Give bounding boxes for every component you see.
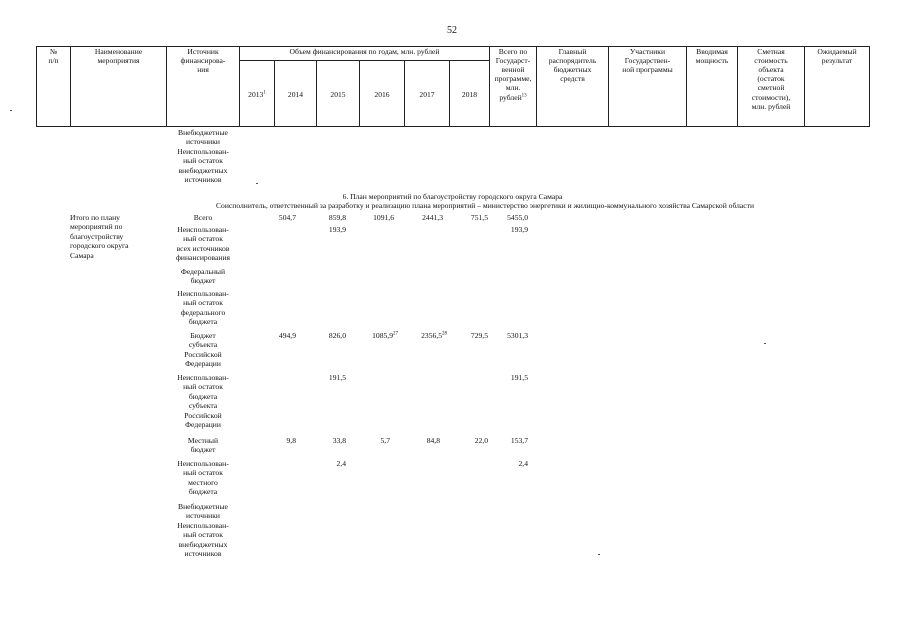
row-local-2018: 22,0	[474, 436, 488, 445]
row-total-2016: 1091,6	[373, 213, 394, 222]
row-remainder-all-2015: 193,9	[328, 225, 346, 234]
row-source-total: Всего	[193, 213, 213, 222]
header-main-manager: Главный распорядитель бюджетных средств	[536, 46, 608, 127]
row-source-offbudget: Внебюджетные источники	[178, 502, 228, 521]
row-regional-2018: 729,5	[470, 331, 488, 340]
row-remainder-all-sum: 193,9	[510, 225, 528, 234]
row-local-2014: 9,8	[286, 436, 296, 445]
row-total-2018: 751,5	[470, 213, 488, 222]
row-local-2017: 84,8	[426, 436, 440, 445]
row-local-remainder-sum: 2,4	[518, 459, 528, 468]
section-title: 6. План мероприятий по благоустройству городского округа Самара	[342, 192, 563, 201]
header-year-2015: 2015	[316, 60, 359, 127]
row-source-regional-remainder: Неиспользован- ный остаток бюджета субъекта Российской Федерации	[177, 373, 229, 430]
header-year-2014: 2014	[274, 60, 316, 127]
scan-speck	[256, 183, 258, 184]
header-year-2017: 2017	[404, 60, 449, 127]
header-num: № п/п	[36, 46, 70, 127]
row-regional-sum: 5301,3	[507, 331, 528, 340]
scan-speck	[764, 343, 766, 344]
row-total-sum: 5455,0	[507, 213, 528, 222]
header-participants: Участники Государствен- ной программы	[608, 46, 686, 127]
row-source-offbudget-remainder: Неиспользован- ный остаток внебюджетных источников	[177, 521, 229, 559]
scan-speck	[10, 110, 12, 111]
row-local-sum: 153,7	[510, 436, 528, 445]
row-source-regional: Бюджет субъекта Российской Федерации	[184, 331, 222, 369]
header-total: Всего по Государст- венной программе, млн. рублей$^{13}$	[489, 46, 536, 127]
header-capacity: Вводимая мощность	[686, 46, 737, 127]
row-regional-2014: 494,9	[278, 331, 296, 340]
row-regional-2017: 2356,5$^{28}$	[421, 331, 447, 340]
row-local-2015: 33,8	[332, 436, 346, 445]
row-regional-2015: 826,0	[328, 331, 346, 340]
header-year-2016: 2016	[359, 60, 404, 127]
row-regional-remainder-sum: 191,5	[510, 373, 528, 382]
row-source-local-remainder: Неиспользован- ный остаток местного бюджета	[177, 459, 229, 497]
row-local-remainder-2015: 2,4	[336, 459, 346, 468]
row-total-2015: 859,8	[328, 213, 346, 222]
row-total-2017: 2441,3	[422, 213, 443, 222]
header-year-2013: 2013$^1$	[239, 60, 274, 127]
header-estimated-cost: Сметная стоимость объекта (остаток сметной стоимости), млн. рублей	[737, 46, 804, 127]
page-number: 52	[447, 25, 457, 36]
header-volume: Объем финансирования по годам, млн. рублей	[239, 46, 489, 60]
row-regional-2016: 1085,9$^{27}$	[372, 331, 398, 340]
measure-name: Итого по плану мероприятий по благоустройству городского округа Самара	[70, 213, 129, 260]
row-regional-remainder-2015: 191,5	[328, 373, 346, 382]
header-expected-result: Ожидаемый результат	[804, 46, 870, 127]
carry-source-offbudget: Внебюджетные источники	[178, 128, 228, 147]
header-name: Наименование мероприятия	[70, 46, 166, 127]
row-total-2014: 504,7	[278, 213, 296, 222]
scan-speck	[598, 554, 600, 555]
header-source: Источник финансирова- ния	[166, 46, 239, 127]
row-local-2016: 5,7	[380, 436, 390, 445]
row-source-remainder-all: Неиспользован- ный остаток всех источников финансирования	[176, 225, 230, 263]
header-year-2018: 2018	[449, 60, 489, 127]
section-co-executor: Соисполнитель, ответственный за разработку и реализацию плана мероприятий – министерство энергетики и жилищно-коммунального хозяйства Самарской области	[215, 201, 755, 210]
row-source-federal-remainder: Неиспользован- ный остаток федерального бюджета	[177, 289, 229, 327]
carry-source-offbudget-remainder: Неиспользован- ный остаток внебюджетных источников	[177, 147, 229, 185]
row-source-federal: Федеральный бюджет	[180, 267, 226, 286]
row-source-local: Местный бюджет	[187, 436, 219, 455]
